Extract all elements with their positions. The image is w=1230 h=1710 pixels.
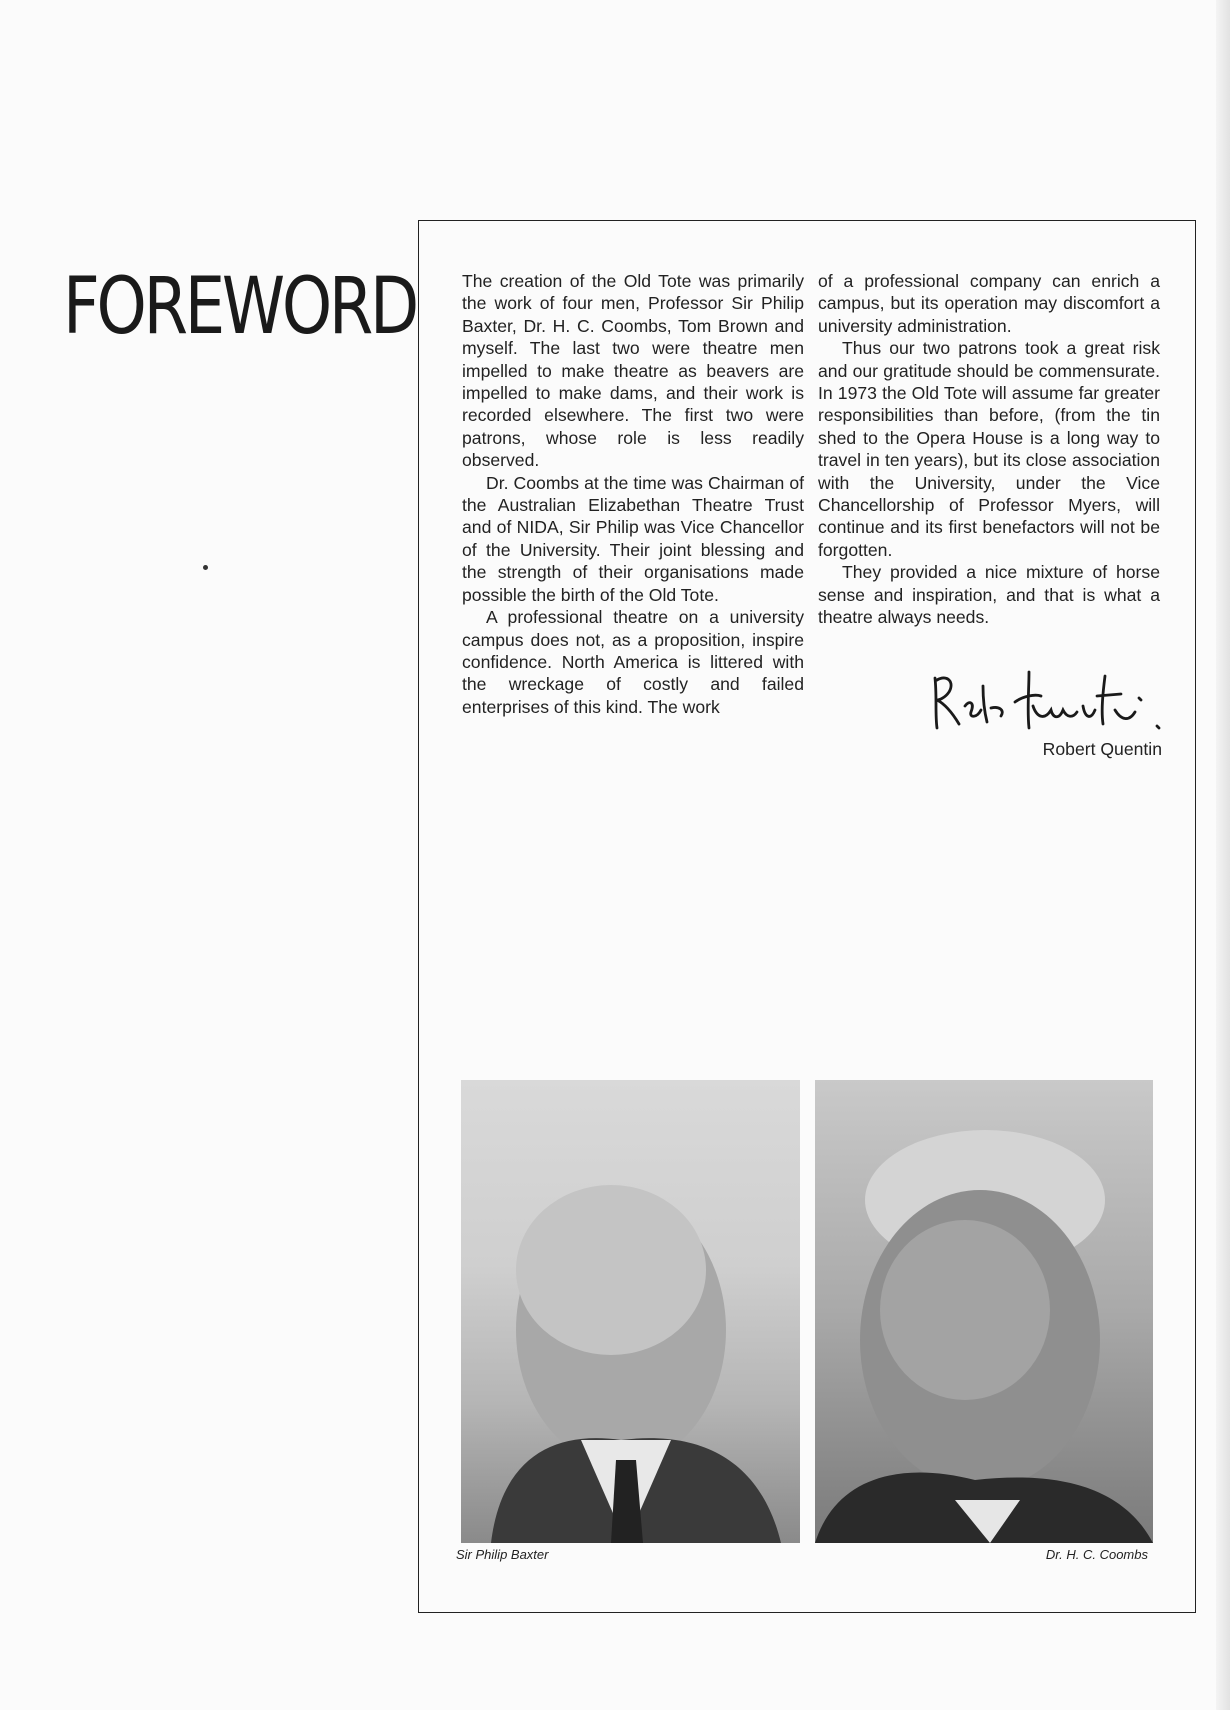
portrait-photo-baxter xyxy=(461,1080,800,1543)
paragraph: They provided a nice mixture of horse sense and inspiration, and that is what a theatre always needs. xyxy=(818,562,1160,628)
photo-caption: Dr. H. C. Coombs xyxy=(1045,1547,1148,1562)
paragraph: Dr. Coombs at the time was Chairman of the Australian Elizabethan Theatre Trust and of NIDA, Sir Philip was Vice Chancellor of the University. Their joint blessing and the strength of their organisations made possible the birth of the Old Tote. xyxy=(462,472,804,605)
signature-name: Robert Quentin xyxy=(1042,739,1162,759)
stray-mark xyxy=(203,565,208,570)
portrait-photo-coombs xyxy=(815,1080,1153,1543)
page-title: FOREWORD xyxy=(63,262,417,352)
paragraph: Thus our two patrons took a great risk and our gratitude should be commensurate. In 1973 the Old Tote will assume far greater responsibilities than before, (from the tin shed to the Opera House is a long way to travel in ten years), but its close association with the University, under the Vice Chancellorship of Professor Myers, will continue and its first benefactors will not be forgotten. xyxy=(818,338,1160,560)
handwritten-signature xyxy=(925,666,1175,736)
paragraph: A professional theatre on a university campus does not, as a proposition, inspire confidence. North America is littered with the wreckage of costly and failed enterprises of this kind. The work xyxy=(462,607,804,717)
photo-caption: Sir Philip Baxter xyxy=(456,1547,549,1562)
text-column-1 xyxy=(462,270,804,718)
text-column-2 xyxy=(818,270,1160,629)
paragraph: of a professional company can enrich a campus, but its operation may discomfort a university administration. xyxy=(818,271,1160,336)
paragraph: The creation of the Old Tote was primarily the work of four men, Professor Sir Philip Baxter, Dr. H. C. Coombs, Tom Brown and myself. The last two were theatre men impelled to make theatre as beavers are impelled to make dams, and their work is recorded elsewhere. The first two were patrons, whose role is less readily observed. xyxy=(462,271,804,471)
page-edge-shadow xyxy=(1216,0,1230,1710)
